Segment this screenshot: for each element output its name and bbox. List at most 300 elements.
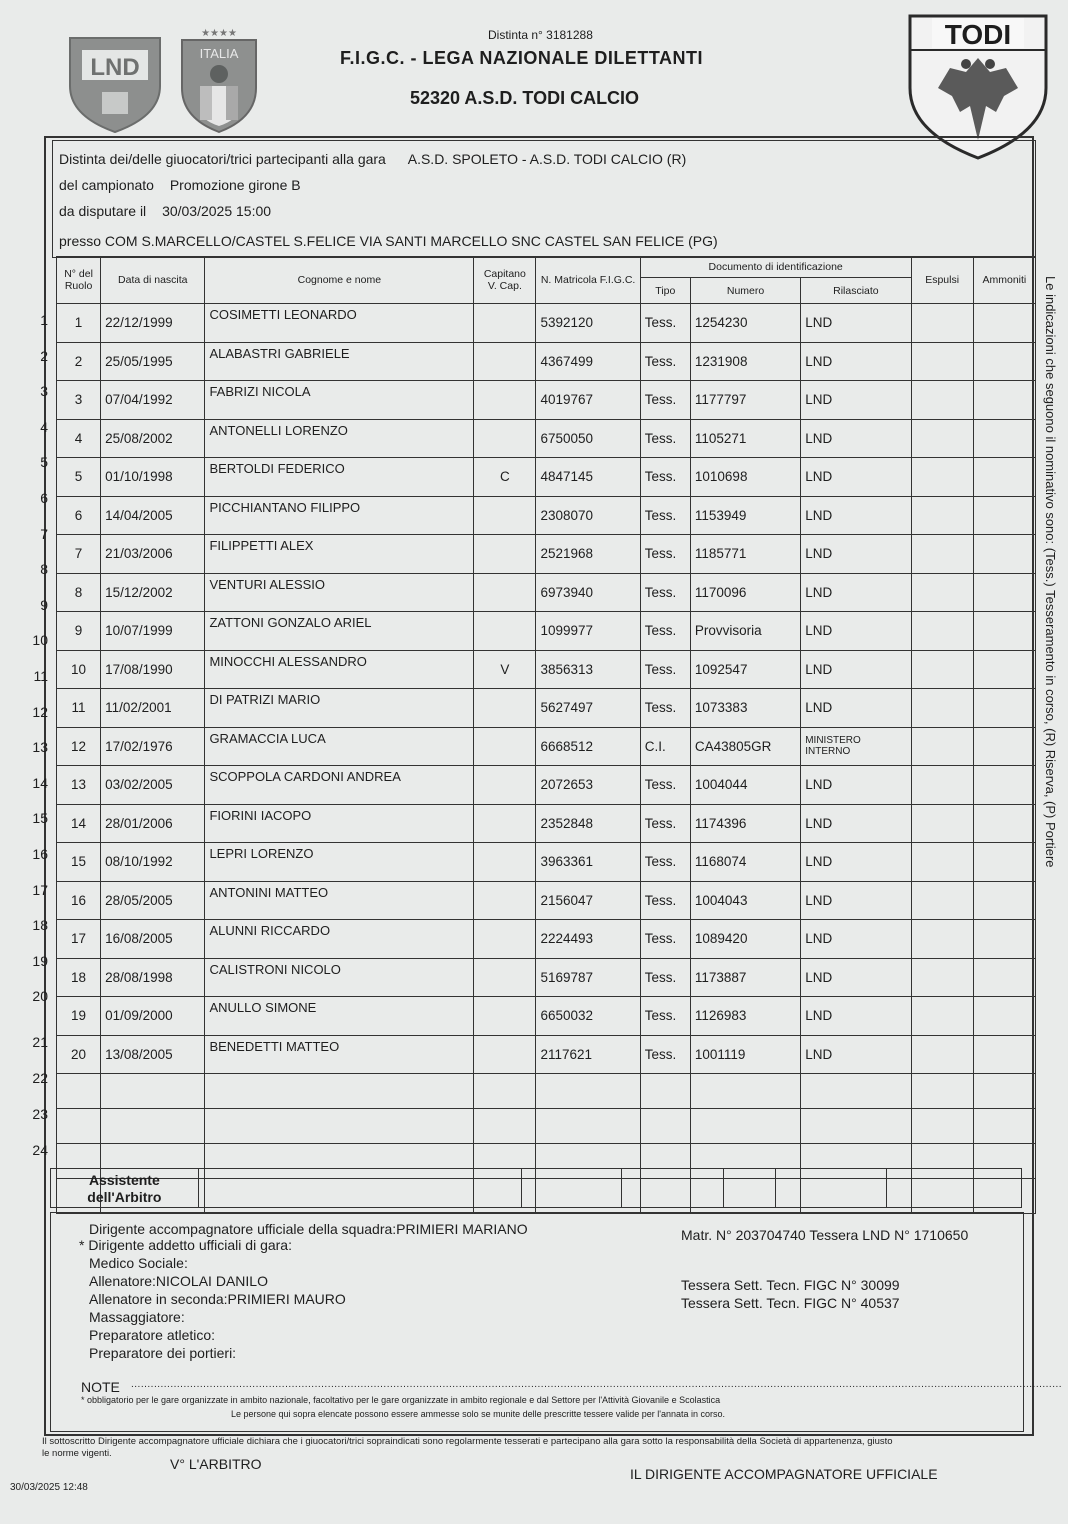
dirigente-addetto: * Dirigente addetto ufficiali di gara: [79, 1237, 292, 1253]
cell-espulsi [911, 535, 973, 574]
cell-cap: V [474, 650, 536, 689]
cell-numero: 1092547 [690, 650, 800, 689]
cell-cap [474, 804, 536, 843]
cell-ammoniti [973, 458, 1035, 497]
cell-matricola: 6650032 [536, 997, 640, 1036]
cell-nome: SCOPPOLA CARDONI ANDREA [205, 766, 474, 805]
cell-nascita: 14/04/2005 [101, 496, 205, 535]
table-row [57, 650, 1036, 689]
cell-tipo: Tess. [640, 881, 690, 920]
row-number: 16 [32, 846, 48, 862]
cell-espulsi [911, 727, 973, 766]
note-obbligatorio: * obbligatorio per le gare organizzate in ambito nazionale, facoltativo per le gare organizzate in ambito regionale e dal Settore per l'Attività Giovanile e Scolastica [81, 1395, 721, 1405]
cell-ammoniti [973, 496, 1035, 535]
dirigente-matricola: Matr. N° 203704740 Tessera LND N° 1710650 [681, 1227, 969, 1243]
row-number: 20 [32, 988, 48, 1005]
cell-empty [640, 1109, 690, 1144]
table-row [57, 727, 1036, 766]
dirigente-signature-label: IL DIRIGENTE ACCOMPAGNATORE UFFICIALE [630, 1466, 938, 1482]
note-persone: Le persone qui sopra elencate possono essere ammesse solo se munite delle prescritte tessere valide per l'annata in corso. [231, 1409, 725, 1419]
cell-nascita: 28/08/1998 [101, 958, 205, 997]
cell-ruolo: 5 [57, 458, 101, 497]
cell-espulsi [911, 342, 973, 381]
cell-nascita: 13/08/2005 [101, 1035, 205, 1074]
cell-cap [474, 1035, 536, 1074]
table-row [57, 419, 1036, 458]
cell-empty [57, 1074, 101, 1109]
cell-cap [474, 689, 536, 728]
cell-rilasciato: LND [801, 958, 911, 997]
cell-empty [536, 1074, 640, 1109]
cell-cap: C [474, 458, 536, 497]
row-number: 23 [32, 1106, 48, 1122]
col-rilasciato: Rilasciato [801, 278, 911, 304]
cell-nascita: 10/07/1999 [101, 612, 205, 651]
assistente-cell [724, 1169, 776, 1207]
table-row [57, 958, 1036, 997]
cell-tipo: Tess. [640, 496, 690, 535]
table-row-empty [57, 1074, 1036, 1109]
cell-nome: ANTONINI MATTEO [205, 881, 474, 920]
cell-matricola: 6750050 [536, 419, 640, 458]
cell-espulsi [911, 381, 973, 420]
table-row [57, 804, 1036, 843]
cell-ammoniti [973, 804, 1035, 843]
col-nome: Cognome e nome [205, 257, 474, 304]
cell-ruolo: 4 [57, 419, 101, 458]
table-row [57, 843, 1036, 882]
cell-numero: 1185771 [690, 535, 800, 574]
cell-ruolo: 14 [57, 804, 101, 843]
cell-rilasciato: LND [801, 1035, 911, 1074]
cell-nascita: 07/04/1992 [101, 381, 205, 420]
cell-cap [474, 997, 536, 1036]
cell-ruolo: 7 [57, 535, 101, 574]
cell-cap [474, 496, 536, 535]
cell-tipo: Tess. [640, 689, 690, 728]
cell-nascita: 01/10/1998 [101, 458, 205, 497]
col-ammoniti: Ammoniti [973, 257, 1035, 304]
cell-matricola: 2072653 [536, 766, 640, 805]
table-row [57, 612, 1036, 651]
cell-nome: COSIMETTI LEONARDO [205, 304, 474, 343]
cell-rilasciato: LND [801, 650, 911, 689]
cell-ruolo: 6 [57, 496, 101, 535]
header-title: F.I.G.C. - LEGA NAZIONALE DILETTANTI [340, 48, 703, 68]
cell-cap [474, 381, 536, 420]
campionato-label: del campionato [59, 177, 154, 193]
row-number: 17 [32, 881, 48, 898]
svg-text:TODI: TODI [944, 19, 1012, 50]
cell-espulsi [911, 804, 973, 843]
cell-numero: 1177797 [690, 381, 800, 420]
row-number: 14 [32, 774, 48, 791]
cell-matricola: 2308070 [536, 496, 640, 535]
gara-label: Distinta dei/delle giuocatori/trici partecipanti alla gara [59, 151, 386, 167]
col-documento: Documento di identificazione [640, 257, 911, 278]
col-ruolo: N° del Ruolo [57, 257, 101, 304]
svg-text:ITALIA: ITALIA [199, 46, 239, 61]
table-row [57, 342, 1036, 381]
cell-matricola: 3963361 [536, 843, 640, 882]
cell-ammoniti [973, 881, 1035, 920]
cell-nascita: 01/09/2000 [101, 997, 205, 1036]
dirigente-accompagnatore: Dirigente accompagnatore ufficiale della squadra:PRIMIERI MARIANO [89, 1221, 528, 1237]
cell-rilasciato: LND [801, 304, 911, 343]
cell-nascita: 16/08/2005 [101, 920, 205, 959]
cell-ruolo: 11 [57, 689, 101, 728]
assistente-cell [522, 1169, 622, 1207]
cell-tipo: Tess. [640, 419, 690, 458]
row-number: 18 [32, 917, 48, 934]
cell-rilasciato: LND [801, 381, 911, 420]
staff-box [50, 1212, 1063, 1432]
row-number: 15 [32, 810, 48, 827]
cell-ammoniti [973, 843, 1035, 882]
declaration-continued: le norme vigenti. [42, 1448, 112, 1459]
cell-ruolo: 10 [57, 650, 101, 689]
cell-cap [474, 304, 536, 343]
cell-espulsi [911, 612, 973, 651]
cell-ruolo: 3 [57, 381, 101, 420]
table-row [57, 997, 1036, 1036]
cell-nome: ZATTONI GONZALO ARIEL [205, 612, 474, 651]
match-info-box [52, 140, 1036, 258]
arbitro-signature-label: V° L'ARBITRO [170, 1456, 262, 1472]
campionato-line [59, 177, 301, 193]
cell-matricola: 5392120 [536, 304, 640, 343]
cell-numero: 1173887 [690, 958, 800, 997]
col-espulsi: Espulsi [911, 257, 973, 304]
cell-matricola: 6973940 [536, 573, 640, 612]
cell-numero: 1126983 [690, 997, 800, 1036]
assistente-label: Assistente dell'Arbitro [51, 1169, 199, 1207]
col-capitano: Capitano V. Cap. [474, 257, 536, 304]
cell-tipo: Tess. [640, 804, 690, 843]
cell-ammoniti [973, 997, 1035, 1036]
cell-rilasciato: MINISTERO INTERNO [801, 727, 911, 766]
cell-nome: ANTONELLI LORENZO [205, 419, 474, 458]
cell-tipo: Tess. [640, 843, 690, 882]
row-number: 24 [32, 1142, 48, 1158]
cell-rilasciato: LND [801, 496, 911, 535]
medico-sociale: Medico Sociale: [89, 1255, 188, 1271]
table-row [57, 381, 1036, 420]
preparatore-atletico: Preparatore atletico: [89, 1327, 216, 1343]
cell-numero: 1153949 [690, 496, 800, 535]
cell-nascita: 25/08/2002 [101, 419, 205, 458]
row-number: 19 [32, 952, 48, 969]
cell-nome: FILIPPETTI ALEX [205, 535, 474, 574]
cell-nome: ALUNNI RICCARDO [205, 920, 474, 959]
cell-ruolo: 18 [57, 958, 101, 997]
cell-ammoniti [973, 381, 1035, 420]
cell-rilasciato: LND [801, 342, 911, 381]
cell-numero: 1010698 [690, 458, 800, 497]
cell-rilasciato: LND [801, 997, 911, 1036]
cell-cap [474, 843, 536, 882]
cell-tipo: Tess. [640, 997, 690, 1036]
data-value: 30/03/2025 15:00 [162, 203, 272, 219]
table-row [57, 496, 1036, 535]
cell-ammoniti [973, 535, 1035, 574]
cell-espulsi [911, 766, 973, 805]
cell-numero: Provvisoria [690, 612, 800, 651]
cell-nome: FIORINI IACOPO [205, 804, 474, 843]
cell-matricola: 4367499 [536, 342, 640, 381]
cell-ammoniti [973, 689, 1035, 728]
cell-ammoniti [973, 958, 1035, 997]
table-row [57, 881, 1036, 920]
cell-matricola: 1099977 [536, 612, 640, 651]
cell-matricola: 5169787 [536, 958, 640, 997]
data-label: da disputare il [59, 203, 147, 219]
cell-matricola: 3856313 [536, 650, 640, 689]
cell-rilasciato: LND [801, 881, 911, 920]
cell-cap [474, 535, 536, 574]
cell-nome: FABRIZI NICOLA [205, 381, 474, 420]
cell-cap [474, 612, 536, 651]
cell-ruolo: 1 [57, 304, 101, 343]
cell-empty [690, 1109, 800, 1144]
cell-empty [690, 1074, 800, 1109]
gara-line [59, 151, 686, 167]
cell-cap [474, 766, 536, 805]
note-dots: ............................................................................................................................................................................................................................................................................................ [131, 1379, 1063, 1390]
row-number: 22 [32, 1070, 48, 1086]
cell-espulsi [911, 458, 973, 497]
row-number: 3 [40, 383, 48, 400]
cell-tipo: Tess. [640, 304, 690, 343]
cell-matricola: 6668512 [536, 727, 640, 766]
cell-nascita: 15/12/2002 [101, 573, 205, 612]
cell-espulsi [911, 881, 973, 920]
cell-cap [474, 727, 536, 766]
cell-empty [801, 1074, 911, 1109]
cell-empty [57, 1109, 101, 1144]
cell-nome: PICCHIANTANO FILIPPO [205, 496, 474, 535]
table-header-row [57, 257, 1036, 278]
cell-espulsi [911, 419, 973, 458]
cell-ammoniti [973, 1035, 1035, 1074]
cell-espulsi [911, 958, 973, 997]
cell-ammoniti [973, 727, 1035, 766]
cell-tipo: Tess. [640, 1035, 690, 1074]
cell-cap [474, 573, 536, 612]
row-number: 21 [32, 1034, 48, 1050]
cell-ruolo: 8 [57, 573, 101, 612]
cell-matricola: 2521968 [536, 535, 640, 574]
cell-nome: ALABASTRI GABRIELE [205, 342, 474, 381]
presso-value: COM S.MARCELLO/CASTEL S.FELICE VIA SANTI MARCELLO SNC CASTEL SAN FELICE (PG) [104, 233, 718, 249]
lnd-logo [64, 34, 166, 134]
row-number: 7 [40, 525, 48, 542]
cell-tipo: C.I. [640, 727, 690, 766]
cell-ruolo: 20 [57, 1035, 101, 1074]
cell-empty [536, 1109, 640, 1144]
cell-tipo: Tess. [640, 920, 690, 959]
cell-rilasciato: LND [801, 419, 911, 458]
cell-empty [973, 1109, 1035, 1144]
cell-ammoniti [973, 920, 1035, 959]
table-row-empty [57, 1109, 1036, 1144]
table-row [57, 920, 1036, 959]
cell-nome: GRAMACCIA LUCA [205, 727, 474, 766]
data-line [59, 203, 271, 219]
cell-rilasciato: LND [801, 535, 911, 574]
cell-nome: BENEDETTI MATTEO [205, 1035, 474, 1074]
table-row [57, 766, 1036, 805]
cell-numero: 1073383 [690, 689, 800, 728]
row-number: 13 [32, 739, 48, 756]
cell-nascita: 25/05/1995 [101, 342, 205, 381]
cell-rilasciato: LND [801, 612, 911, 651]
table-row [57, 689, 1036, 728]
cell-tipo: Tess. [640, 958, 690, 997]
cell-numero: 1001119 [690, 1035, 800, 1074]
presso-label: presso [59, 233, 102, 249]
cell-ammoniti [973, 766, 1035, 805]
cell-tipo: Tess. [640, 650, 690, 689]
table-row [57, 458, 1036, 497]
cell-matricola: 5627497 [536, 689, 640, 728]
declaration: Il sottoscritto Dirigente accompagnatore ufficiale dichiara che i giuocatori/trici sopraindicati sono regolarmente tesserati e partecipano alla gara sotto la responsabilità della Società di appartenenza, giusto [42, 1436, 893, 1447]
cell-nascita: 21/03/2006 [101, 535, 205, 574]
cell-cap [474, 419, 536, 458]
row-number: 11 [33, 668, 48, 684]
cell-tipo: Tess. [640, 612, 690, 651]
cell-matricola: 2156047 [536, 881, 640, 920]
roster-table [56, 256, 1036, 1214]
club-name: 52320 A.S.D. TODI CALCIO [410, 88, 640, 108]
cell-espulsi [911, 689, 973, 728]
col-tipo: Tipo [640, 278, 690, 304]
cell-empty [911, 1074, 973, 1109]
cell-espulsi [911, 650, 973, 689]
cell-rilasciato: LND [801, 920, 911, 959]
row-number: 12 [32, 703, 48, 720]
allenatore-seconda: Allenatore in seconda:PRIMIERI MAURO [89, 1291, 346, 1307]
cell-ammoniti [973, 650, 1035, 689]
cell-numero: 1168074 [690, 843, 800, 882]
cell-empty [474, 1074, 536, 1109]
cell-empty [911, 1109, 973, 1144]
cell-espulsi [911, 573, 973, 612]
figc-italia-logo [178, 26, 260, 134]
cell-numero: 1254230 [690, 304, 800, 343]
campionato-value: Promozione girone B [169, 177, 301, 193]
row-number: 4 [40, 418, 48, 435]
print-timestamp: 30/03/2025 12:48 [10, 1482, 88, 1493]
col-nascita: Data di nascita [101, 257, 205, 304]
cell-ruolo: 17 [57, 920, 101, 959]
cell-rilasciato: LND [801, 804, 911, 843]
cell-nascita: 03/02/2005 [101, 766, 205, 805]
cell-tipo: Tess. [640, 458, 690, 497]
cell-ruolo: 9 [57, 612, 101, 651]
row-number: 6 [40, 490, 48, 506]
massaggiatore: Massaggiatore: [89, 1309, 185, 1325]
cell-nome: ANULLO SIMONE [205, 997, 474, 1036]
svg-text:★★★★: ★★★★ [201, 28, 237, 39]
cell-espulsi [911, 496, 973, 535]
cell-empty [101, 1074, 205, 1109]
cell-ruolo: 12 [57, 727, 101, 766]
cell-numero: 1004043 [690, 881, 800, 920]
table-row [57, 1035, 1036, 1074]
cell-espulsi [911, 304, 973, 343]
row-number: 9 [40, 596, 48, 613]
cell-ammoniti [973, 419, 1035, 458]
distinta-number: Distinta n° 3181288 [488, 28, 593, 42]
cell-tipo: Tess. [640, 342, 690, 381]
cell-numero: CA43805GR [690, 727, 800, 766]
col-numero: Numero [690, 278, 800, 304]
cell-espulsi [911, 997, 973, 1036]
cell-nome: VENTURI ALESSIO [205, 573, 474, 612]
cell-cap [474, 881, 536, 920]
cell-empty [205, 1074, 474, 1109]
assistente-cell [622, 1169, 724, 1207]
cell-ammoniti [973, 304, 1035, 343]
cell-espulsi [911, 843, 973, 882]
cell-rilasciato: LND [801, 766, 911, 805]
cell-ammoniti [973, 342, 1035, 381]
cell-rilasciato: LND [801, 843, 911, 882]
cell-empty [973, 1074, 1035, 1109]
roster-body [57, 304, 1036, 1214]
cell-espulsi [911, 920, 973, 959]
cell-cap [474, 920, 536, 959]
cell-empty [801, 1109, 911, 1144]
cell-cap [474, 342, 536, 381]
cell-empty [640, 1074, 690, 1109]
cell-ammoniti [973, 612, 1035, 651]
cell-ruolo: 13 [57, 766, 101, 805]
cell-empty [101, 1109, 205, 1144]
cell-rilasciato: LND [801, 573, 911, 612]
row-number: 1 [40, 312, 48, 328]
allenatore: Allenatore:NICOLAI DANILO [89, 1273, 268, 1289]
row-number: 2 [40, 347, 48, 364]
preparatore-portieri: Preparatore dei portieri: [89, 1345, 237, 1361]
side-legend: Le indicazioni che seguono il nominativo sono: (Tess.) Tesseramento in corso, (R) Riserva, (P) Portiere [1043, 276, 1058, 868]
cell-ruolo: 16 [57, 881, 101, 920]
allenatore-seconda-tessera: Tessera Sett. Tecn. FIGC N° 40537 [681, 1295, 900, 1311]
assistente-cell [776, 1169, 888, 1207]
cell-tipo: Tess. [640, 535, 690, 574]
allenatore-tessera: Tessera Sett. Tecn. FIGC N° 30099 [681, 1277, 900, 1293]
cell-nome: MINOCCHI ALESSANDRO [205, 650, 474, 689]
cell-nascita: 22/12/1999 [101, 304, 205, 343]
cell-empty [474, 1109, 536, 1144]
cell-matricola: 2117621 [536, 1035, 640, 1074]
cell-nome: BERTOLDI FEDERICO [205, 458, 474, 497]
cell-ruolo: 2 [57, 342, 101, 381]
cell-numero: 1174396 [690, 804, 800, 843]
cell-numero: 1231908 [690, 342, 800, 381]
cell-tipo: Tess. [640, 766, 690, 805]
svg-text:LND: LND [90, 54, 140, 81]
note-label: NOTE [81, 1379, 120, 1395]
cell-numero: 1170096 [690, 573, 800, 612]
row-number: 5 [40, 454, 48, 471]
cell-nascita: 28/01/2006 [101, 804, 205, 843]
cell-empty [205, 1109, 474, 1144]
cell-numero: 1089420 [690, 920, 800, 959]
cell-nome: DI PATRIZI MARIO [205, 689, 474, 728]
cell-nascita: 17/08/1990 [101, 650, 205, 689]
